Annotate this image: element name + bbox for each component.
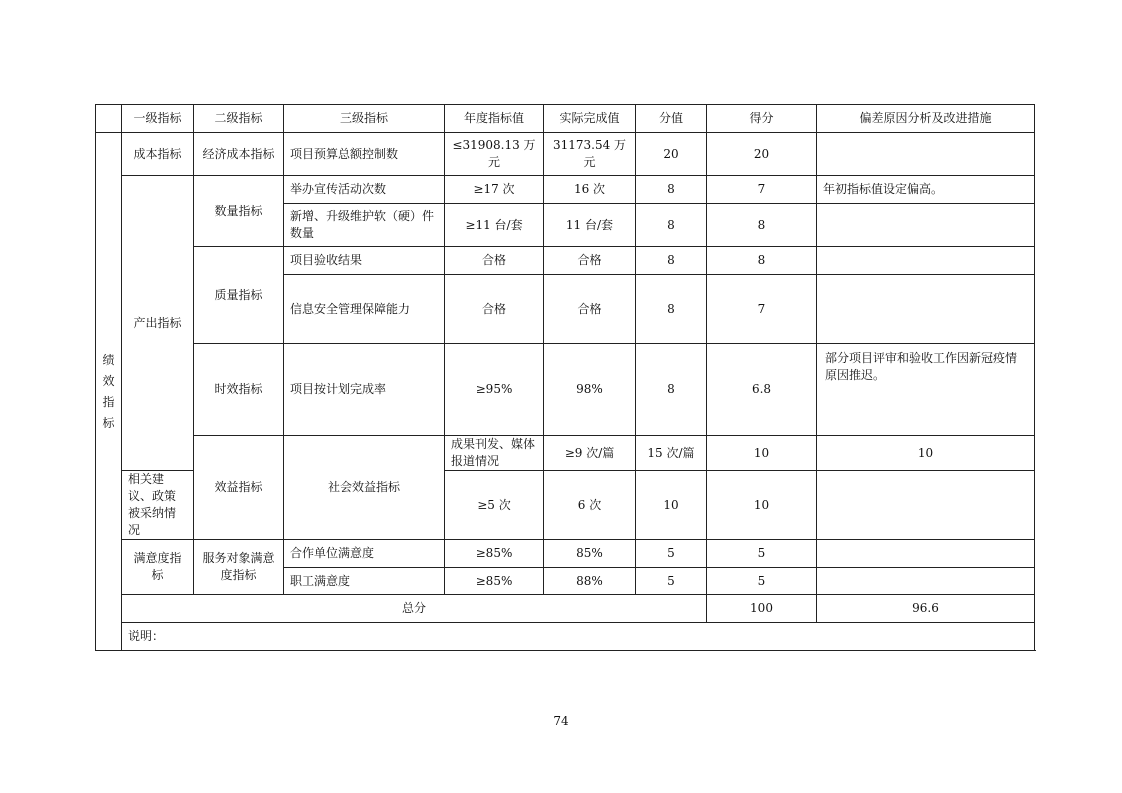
target-cell: ≥17 次 [445, 176, 544, 204]
indicator-cell: 信息安全管理保障能力 [284, 275, 445, 344]
target-cell: ≥9 次/篇 [544, 436, 636, 471]
score-cell: 8 [707, 204, 817, 247]
page-number: 74 [553, 714, 569, 728]
level2-cell: 服务对象满意度指标 [194, 540, 284, 595]
target-cell: ≥85% [445, 540, 544, 568]
indicator-cell: 职工满意度 [284, 568, 445, 595]
target-cell: 合格 [445, 247, 544, 275]
actual-cell: 合格 [544, 247, 636, 275]
target-cell: ≤31908.13 万元 [445, 133, 544, 176]
note-cell: 年初指标值设定偏高。 [817, 176, 1035, 204]
score-cell: 7 [707, 176, 817, 204]
score-value-cell: 8 [636, 275, 707, 344]
note-cell [817, 247, 1035, 275]
score-cell: 10 [817, 436, 1035, 471]
actual-cell: 15 次/篇 [636, 436, 707, 471]
actual-cell: 88% [544, 568, 636, 595]
indicator-cell: 项目验收结果 [284, 247, 445, 275]
actual-cell: 31173.54 万元 [544, 133, 636, 176]
header-cell: 得分 [707, 105, 817, 133]
actual-cell: 6 次 [544, 471, 636, 540]
header-row [96, 105, 1035, 133]
score-value-cell: 10 [636, 471, 707, 540]
actual-cell: 85% [544, 540, 636, 568]
actual-cell: 16 次 [544, 176, 636, 204]
performance-table [95, 104, 1035, 651]
actual-cell: 11 台/套 [544, 204, 636, 247]
indicator-cell: 项目预算总额控制数 [284, 133, 445, 176]
score-cell: 7 [707, 275, 817, 344]
header-cell: 三级指标 [284, 105, 445, 133]
level2-cell: 经济成本指标 [194, 133, 284, 176]
level2-cell: 时效指标 [194, 344, 284, 436]
table-row [96, 344, 1035, 436]
actual-cell: 98% [544, 344, 636, 436]
score-value-cell: 8 [636, 204, 707, 247]
indicator-cell: 项目按计划完成率 [284, 344, 445, 436]
table-row [96, 540, 1035, 568]
score-value-cell: 20 [636, 133, 707, 176]
note-cell [817, 540, 1035, 568]
note-cell [817, 275, 1035, 344]
table-row [96, 247, 1035, 275]
note-cell: 部分项目评审和验收工作因新冠疫情原因推迟。 [817, 344, 1035, 436]
score-value-cell: 10 [707, 436, 817, 471]
target-cell: 合格 [445, 275, 544, 344]
target-cell: ≥95% [445, 344, 544, 436]
header-cell: 偏差原因分析及改进措施 [817, 105, 1035, 133]
score-value-cell: 5 [636, 540, 707, 568]
header-cell: 二级指标 [194, 105, 284, 133]
target-cell: ≥11 台/套 [445, 204, 544, 247]
score-value-cell: 8 [636, 176, 707, 204]
total-score-value: 100 [707, 595, 817, 623]
score-value-cell: 8 [636, 344, 707, 436]
score-cell: 20 [707, 133, 817, 176]
score-cell: 5 [707, 540, 817, 568]
indicator-cell: 相关建议、政策被采纳情况 [122, 471, 194, 540]
score-cell: 6.8 [707, 344, 817, 436]
indicator-cell: 新增、升级维护软（硬）件数量 [284, 204, 445, 247]
target-cell: ≥5 次 [445, 471, 544, 540]
table-row [96, 176, 1035, 204]
actual-cell: 合格 [544, 275, 636, 344]
level2-cell: 质量指标 [194, 247, 284, 344]
total-label: 总分 [122, 595, 707, 623]
header-cell: 实际完成值 [544, 105, 636, 133]
header-cell: 年度指标值 [445, 105, 544, 133]
note-cell [817, 471, 1035, 540]
total-score: 96.6 [817, 595, 1035, 623]
note-cell [817, 133, 1035, 176]
table-row [96, 436, 1035, 471]
remarks-label: 说明： [122, 623, 1035, 651]
table-row [96, 133, 1035, 176]
indicator-cell: 举办宣传活动次数 [284, 176, 445, 204]
score-cell: 8 [707, 247, 817, 275]
indicator-cell: 成果刊发、媒体报道情况 [445, 436, 544, 471]
level1-cell: 满意度指标 [122, 540, 194, 595]
score-value-cell: 5 [636, 568, 707, 595]
total-row [96, 595, 1035, 623]
level1-cell: 成本指标 [122, 133, 194, 176]
header-cell: 分值 [636, 105, 707, 133]
level2-cell: 社会效益指标 [284, 436, 445, 540]
level2-cell: 数量指标 [194, 176, 284, 247]
indicator-cell: 合作单位满意度 [284, 540, 445, 568]
header-cell [96, 105, 122, 133]
header-cell: 一级指标 [122, 105, 194, 133]
note-cell [817, 568, 1035, 595]
note-cell [817, 204, 1035, 247]
level1-cell: 效益指标 [194, 436, 284, 540]
group-label-cell [96, 133, 122, 651]
level1-cell: 产出指标 [122, 176, 194, 471]
score-cell: 10 [707, 471, 817, 540]
score-cell: 5 [707, 568, 817, 595]
remarks-row [96, 623, 1035, 651]
group-label: 绩效指标 [102, 352, 115, 430]
target-cell: ≥85% [445, 568, 544, 595]
score-value-cell: 8 [636, 247, 707, 275]
